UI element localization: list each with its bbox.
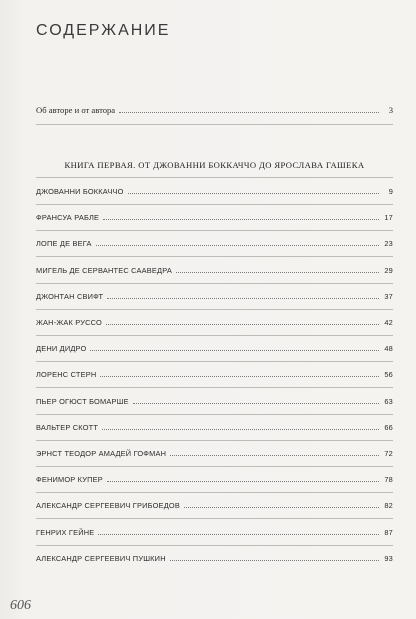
toc-entry[interactable] [36,318,393,327]
bleed-through-texture [144,50,394,110]
toc-page-number: 48 [384,344,393,354]
toc-entry-author[interactable] [36,105,393,115]
toc-entry[interactable] [36,475,393,484]
toc-page-number: 63 [384,396,393,406]
row-separator [36,230,393,231]
toc-page-number: 3 [388,105,393,115]
leader-dots [98,533,379,535]
toc-entry-label: ЛОРЕНС СТЕРН [36,370,97,380]
row-separator [36,361,393,362]
toc-entry[interactable] [36,397,393,406]
toc-entry[interactable] [36,449,393,458]
row-separator [36,387,393,388]
toc-entry-label: ГЕНРИХ ГЕЙНЕ [36,527,95,537]
leader-dots [107,480,379,482]
leader-dots [128,192,379,194]
leader-dots [119,111,379,113]
toc-page-number: 72 [384,449,393,458]
toc-page-number: 82 [384,501,393,511]
toc-entry-label: ЖАН-ЖАК РУССО [36,318,102,327]
toc-entry-label: АЛЕКСАНДР СЕРГЕЕВИЧ ГРИБОЕДОВ [36,501,180,511]
leader-dots [170,559,379,561]
leader-dots [96,244,379,246]
row-separator [36,414,393,415]
toc-entry[interactable] [36,423,393,432]
toc-entry[interactable] [36,213,393,222]
toc-page-number: 17 [384,213,393,223]
book-section-title: КНИГА ПЕРВАЯ. ОТ ДЖОВАННИ БОККАЧЧО ДО ЯРОСЛАВА ГАШЕКА [64,160,365,170]
toc-page-number: 87 [384,527,393,537]
row-separator [36,204,393,205]
toc-page-number: 78 [384,475,393,485]
toc-entry[interactable] [36,266,393,275]
leader-dots [90,349,379,351]
section-separator [36,124,393,125]
toc-page-number: 56 [384,370,393,380]
row-separator [36,256,393,257]
toc-entry-label: ДЖОНТАН СВИФТ [36,291,104,301]
toc-entry[interactable] [36,292,393,301]
leader-dots [106,323,379,325]
toc-page-number: 23 [384,239,393,249]
leader-dots [100,375,379,377]
toc-entry-label: ЭРНСТ ТЕОДОР АМАДЕЙ ГОФМАН [36,449,167,458]
toc-page-number: 29 [384,265,393,275]
toc-page-number: 42 [384,318,393,327]
toc-entry[interactable] [36,501,393,510]
toc-entry-label: МИГЕЛЬ ДЕ СЕРВАНТЕС СААВЕДРА [36,265,172,275]
leader-dots [107,297,379,299]
toc-entry[interactable] [36,370,393,379]
toc-entry-label: ФРАНСУА РАБЛЕ [36,213,100,223]
toc-page-number: 9 [388,187,393,196]
row-separator [36,545,393,546]
leader-dots [133,402,379,404]
toc-entry-label: ПЬЕР ОГЮСТ БОМАРШЕ [36,396,129,406]
row-separator [36,492,393,493]
toc-page-number: 93 [384,553,393,563]
leader-dots [184,506,379,508]
row-separator [36,335,393,336]
leader-dots [176,271,379,273]
leader-dots [170,454,379,456]
toc-entry[interactable] [36,344,393,353]
row-separator [36,466,393,467]
leader-dots [102,428,379,430]
toc-entry-label: ВАЛЬТЕР СКОТТ [36,422,99,432]
toc-entry[interactable] [36,239,393,248]
page-folio: 606 [10,598,31,613]
leader-dots [103,218,379,220]
toc-entry-label: АЛЕКСАНДР СЕРГЕЕВИЧ ПУШКИН [36,553,166,563]
toc-entry-label: ДЕНИ ДИДРО [36,344,87,354]
toc-page-number: 66 [384,422,393,432]
row-separator [36,309,393,310]
toc-entry-label: ФЕНИМОР КУПЕР [36,475,103,485]
toc-entry[interactable] [36,554,393,563]
row-separator [36,283,393,284]
toc-entry-label: Об авторе и от автора [36,105,116,115]
row-separator [36,440,393,441]
row-separator [36,518,393,519]
toc-page-number: 37 [384,291,393,301]
toc-entry-label: ДЖОВАННИ БОККАЧЧО [36,187,124,196]
toc-entry[interactable] [36,187,393,196]
toc-entry[interactable] [36,528,393,537]
page-title: СОДЕРЖАНИЕ [36,22,171,39]
section-separator [36,177,393,178]
toc-entry-label: ЛОПЕ ДЕ ВЕГА [36,239,92,249]
